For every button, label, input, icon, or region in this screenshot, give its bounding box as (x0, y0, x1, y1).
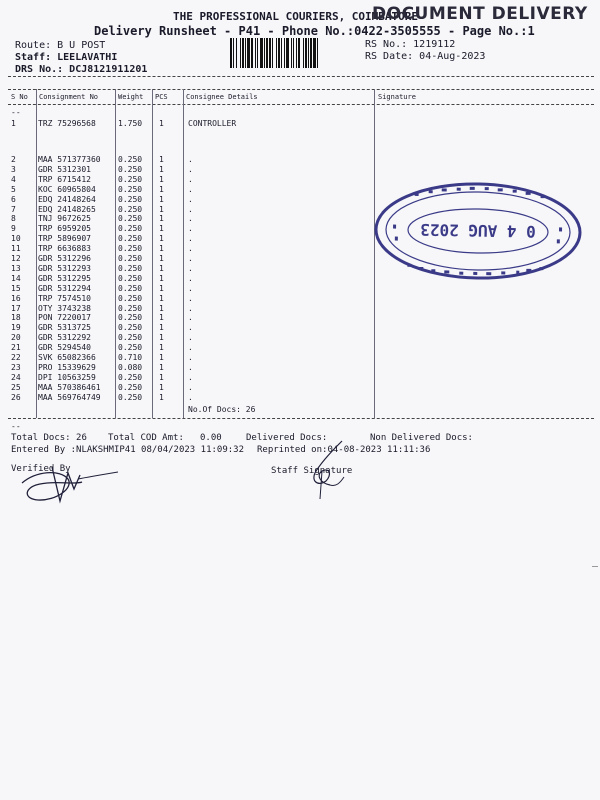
column-header-sno: S No (11, 93, 28, 101)
row-sno: 14 (11, 273, 21, 283)
rs-date: RS Date: 04-Aug-2023 (365, 51, 486, 62)
row-pcs: 1 (159, 293, 164, 303)
row-sno: 8 (11, 214, 16, 224)
column-header-consignee: Consignee Details (186, 93, 258, 101)
row-consignment-no: TRP 6715412 (38, 174, 91, 184)
row-consignee-details: . (188, 303, 193, 313)
column-header-signature: Signature (378, 93, 416, 101)
divider (8, 418, 594, 419)
row-pcs: 1 (159, 119, 164, 128)
row-sno: 3 (11, 164, 16, 174)
row-pcs: 1 (159, 283, 164, 293)
divider (8, 89, 594, 90)
row-consignment-no: GDR 5312294 (38, 283, 91, 293)
row-consignee-details: . (188, 313, 193, 323)
row-weight: 0.250 (118, 283, 143, 293)
row-consignment-no: TRP 6959205 (38, 224, 91, 234)
row-consignment-no: MAA 571377360 (38, 155, 101, 164)
row-consignee-details: . (188, 382, 193, 392)
row-weight: 0.250 (118, 382, 143, 392)
row-consignment-no: TRP 7574510 (38, 293, 91, 303)
row-sno: 19 (11, 323, 21, 333)
non-delivered-docs: Non Delivered Docs: (370, 433, 473, 443)
row-sno: 6 (11, 194, 16, 204)
row-consignee-details: . (188, 224, 193, 234)
barcode-image (230, 38, 358, 68)
table-row (0, 393, 600, 403)
row-consignment-no: GDR 5294540 (38, 343, 91, 353)
row-consignee-details: . (188, 234, 193, 244)
row-sno: 4 (11, 174, 16, 184)
row-pcs: 1 (159, 164, 164, 174)
row-consignee-details: . (188, 392, 193, 402)
row-consignment-no: TNJ 9672625 (38, 214, 91, 224)
row-weight: 0.250 (118, 263, 143, 273)
row-weight: 0.250 (118, 372, 143, 382)
row-consignee-details: . (188, 214, 193, 224)
table-row (0, 353, 600, 363)
row-consignee-details: . (188, 254, 193, 263)
row-consignee-details: . (188, 273, 193, 283)
row-consignment-no: GDR 5312293 (38, 263, 91, 273)
row-consignment-no: PRO 15339629 (38, 362, 96, 372)
footer-separator-mark: -- (11, 422, 21, 431)
row-consignee-details: . (188, 362, 193, 372)
column-header-weight: Weight (118, 93, 144, 101)
row-pcs: 1 (159, 244, 164, 254)
row-consignee-details: CONTROLLER (188, 119, 237, 128)
row-pcs: 1 (159, 174, 164, 184)
row-consignee-details: . (188, 263, 193, 273)
row-weight: 0.250 (118, 204, 143, 214)
row-consignment-no: TRZ 75296568 (38, 119, 96, 128)
row-consignment-no: GDR 5312296 (38, 254, 91, 263)
row-consignment-no: TRP 6636883 (38, 244, 91, 254)
row-consignment-no: GDR 5312295 (38, 273, 91, 283)
verified-signature (8, 455, 138, 510)
row-weight: 0.710 (118, 353, 143, 362)
row-sno: 10 (11, 234, 21, 244)
row-weight: 0.250 (118, 313, 143, 323)
row-sno: 22 (11, 353, 21, 362)
row-consignment-no: OTY 3743238 (38, 303, 91, 313)
row-weight: 0.250 (118, 323, 143, 333)
row-consignee-details: . (188, 194, 193, 204)
total-cod-value: 0.00 (200, 433, 222, 443)
row-pcs: 1 (159, 392, 164, 402)
row-consignee-details: . (188, 323, 193, 333)
row-sno: 25 (11, 382, 21, 392)
row-sno: 7 (11, 204, 16, 214)
row-pcs: 1 (159, 234, 164, 244)
table-row (0, 119, 600, 129)
row-consignment-no: GDR 5312292 (38, 333, 91, 343)
row-consignment-no: EDQ 24148264 (38, 194, 96, 204)
table-row (0, 323, 600, 333)
row-consignee-details: . (188, 283, 193, 293)
row-weight: 0.250 (118, 214, 143, 224)
row-consignee-details: . (188, 204, 193, 214)
row-sno: 24 (11, 372, 21, 382)
row-sno: 11 (11, 244, 21, 254)
row-weight: 0.250 (118, 224, 143, 234)
row-consignment-no: GDR 5312301 (38, 164, 91, 174)
row-sno: 15 (11, 283, 21, 293)
row-sno: 20 (11, 333, 21, 343)
table-row (0, 333, 600, 343)
total-docs: Total Docs: 26 (11, 433, 87, 443)
row-consignee-details: . (188, 353, 193, 362)
row-pcs: 1 (159, 194, 164, 204)
row-weight: 0.250 (118, 254, 143, 263)
drs-number: DRS No.: DCJ8121911201 (15, 64, 148, 75)
table-row (0, 284, 600, 294)
row-pcs: 1 (159, 263, 164, 273)
row-sno: 12 (11, 254, 21, 263)
row-pcs: 1 (159, 155, 164, 164)
table-row (0, 373, 600, 383)
delivered-docs: Delivered Docs: (246, 433, 328, 443)
row-weight: 1.750 (118, 119, 143, 128)
row-weight: 0.250 (118, 244, 143, 254)
row-sno: 26 (11, 392, 21, 402)
row-pcs: 1 (159, 254, 164, 263)
total-cod-label: Total COD Amt: (108, 433, 184, 443)
row-consignee-details: . (188, 372, 193, 382)
row-consignment-no: TRP 5896907 (38, 234, 91, 244)
row-weight: 0.250 (118, 155, 143, 164)
divider (8, 76, 594, 77)
row-pcs: 1 (159, 184, 164, 194)
row-sno: 17 (11, 303, 21, 313)
staff-label: Staff: LEELAVATHI (15, 52, 118, 63)
verified-by-label: Verified By (11, 464, 71, 474)
row-consignment-no: MAA 570386461 (38, 382, 101, 392)
row-sno: 23 (11, 362, 21, 372)
row-consignment-no: SVK 65082366 (38, 353, 96, 362)
row-pcs: 1 (159, 303, 164, 313)
row-pcs: 1 (159, 204, 164, 214)
table-row (0, 383, 600, 393)
row-sno: 9 (11, 224, 16, 234)
row-sno: 1 (11, 119, 16, 128)
row-consignee-details: . (188, 343, 193, 353)
row-weight: 0.250 (118, 234, 143, 244)
row-sno: 21 (11, 343, 21, 353)
row-consignee-details: . (188, 244, 193, 254)
row-pcs: 1 (159, 372, 164, 382)
row-pcs: 1 (159, 214, 164, 224)
row-consignee-details: . (188, 174, 193, 184)
no-of-docs: No.Of Docs: 26 (188, 405, 256, 414)
row-consignee-details: . (188, 333, 193, 343)
row-weight: 0.250 (118, 164, 143, 174)
row-sno: 18 (11, 313, 21, 323)
row-consignment-no: PON 7220017 (38, 313, 91, 323)
row-pcs: 1 (159, 224, 164, 234)
table-row (0, 363, 600, 373)
stamp-date: 0 4 AUG 2023 (420, 219, 536, 242)
table-row (0, 155, 600, 165)
table-row (0, 165, 600, 175)
row-pcs: 1 (159, 323, 164, 333)
column-header-consignment: Consignment No (39, 93, 99, 101)
row-weight: 0.250 (118, 343, 143, 353)
row-weight: 0.250 (118, 174, 143, 184)
rs-number: RS No.: 1219112 (365, 39, 456, 50)
row-pcs: 1 (159, 382, 164, 392)
row-consignee-details: . (188, 155, 193, 164)
row-consignee-details: . (188, 164, 193, 174)
row-pcs: 1 (159, 362, 164, 372)
received-stamp (372, 180, 584, 282)
row-pcs: 1 (159, 313, 164, 323)
document-type-title: DOCUMENT DELIVERY (372, 4, 588, 24)
row-weight: 0.250 (118, 303, 143, 313)
row-pcs: 1 (159, 333, 164, 343)
route-label: Route: B U POST (15, 40, 106, 51)
row-consignment-no: MAA 569764749 (38, 392, 101, 402)
table-row (0, 313, 600, 323)
row-weight: 0.080 (118, 362, 143, 372)
company-name: THE PROFESSIONAL COURIERS, COIMBATORE (173, 10, 419, 23)
row-pcs: 1 (159, 343, 164, 353)
row-weight: 0.250 (118, 333, 143, 343)
table-row (0, 294, 600, 304)
row-consignee-details: . (188, 184, 193, 194)
row-weight: 0.250 (118, 194, 143, 204)
row-sno: 2 (11, 155, 16, 164)
row-sno: 16 (11, 293, 21, 303)
row-consignee-details: . (188, 293, 193, 303)
table-row (0, 304, 600, 314)
row-consignment-no: GDR 5313725 (38, 323, 91, 333)
row-weight: 0.250 (118, 392, 143, 402)
runsheet-title: Delivery Runsheet - P41 - Phone No.:0422-3505555 - Page No.:1 (94, 24, 535, 38)
row-separator-mark: -- (11, 108, 21, 117)
row-sno: 5 (11, 184, 16, 194)
row-weight: 0.250 (118, 293, 143, 303)
row-consignment-no: EDQ 24148265 (38, 204, 96, 214)
column-header-pcs: PCS (155, 93, 168, 101)
entered-by: Entered By :NLAKSHMIP41 08/04/2023 11:09:32 (11, 445, 244, 455)
divider (8, 104, 594, 105)
row-consignment-no: KOC 60965804 (38, 184, 96, 194)
reprinted-on: Reprinted on:04-08-2023 11:11:36 (257, 445, 431, 455)
row-weight: 0.250 (118, 273, 143, 283)
table-row (0, 343, 600, 353)
row-consignment-no: DPI 10563259 (38, 372, 96, 382)
row-weight: 0.250 (118, 184, 143, 194)
staff-signature-label: Staff Signature (271, 466, 353, 476)
row-sno: 13 (11, 263, 21, 273)
row-pcs: 1 (159, 353, 164, 362)
staff-signature (300, 437, 360, 507)
row-pcs: 1 (159, 273, 164, 283)
page-edge-mark (592, 566, 598, 567)
